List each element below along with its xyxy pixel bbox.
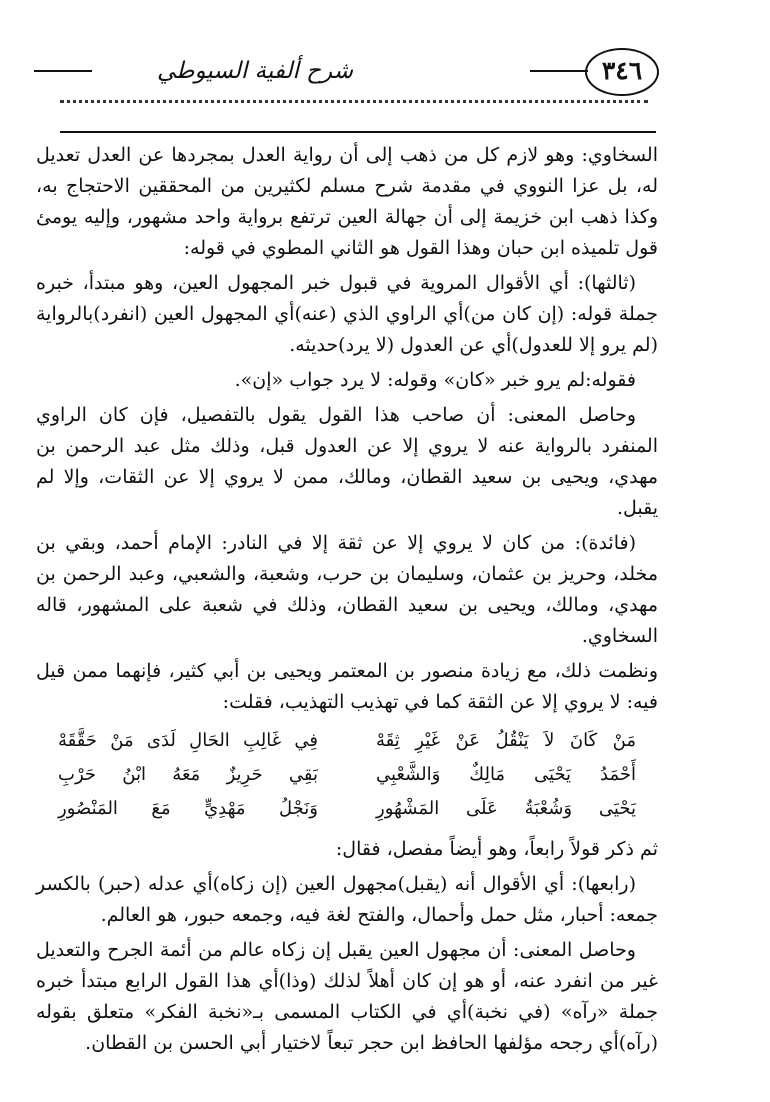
paragraph: ونظمت ذلك، مع زيادة منصور بن المعتمر ويحيى بن أبي كثير، فإنهما ممن قيل فيه: لا يروي إلا عن الثقة كما في تهذيب التهذيب، فقلت:	[36, 660, 658, 713]
paragraph: وحاصل المعنى: أن مجهول العين يقبل إن زكاه عالم من أئمة الجرح والتعديل غير من انفرد عنه، أو هو إن كان أهلاً لذلك (وذا)أي هذا القول الرابع مبتدأ خبره جملة «رآه» (في نخبة)أي في الكتاب المسمى بـ«نخبة الفكر» متعلق بقوله (رآه)أي رجحه مؤلفها الحافظ ابن حجر تبعاً لاختيار أبي الحسن بن القطان.	[36, 939, 658, 1054]
paragraph: (فائدة): من كان لا يروي إلا عن ثقة إلا في النادر: الإمام أحمد، وبقي بن مخلد، وحريز بن عثمان، وسليمان بن حرب، وشعبة، والشعبي، وعبد الرحمن بن مهدي، ومالك، ويحيى بن سعيد القطان، وذلك في شعبة على المشهور، قاله السخاوي.	[36, 532, 658, 647]
running-title: شرح ألفية السيوطي	[157, 58, 353, 84]
page-number: ٣٤٦	[585, 48, 659, 96]
solid-separator	[60, 131, 656, 133]
poem-verse	[58, 758, 636, 792]
verse-second-half: فِي غَالِبِ الحَالِ لَدَى مَنْ حَقَّقَهْ	[58, 730, 318, 751]
header-rule-right	[530, 70, 588, 72]
verse-first-half: أَحْمَدُ يَحْيَى مَالِكٌ وَالشَّعْبِي	[376, 764, 636, 785]
verse-second-half: وَنَجْلُ مَهْدِيٍّ مَعَ المَنْصُورِ	[58, 798, 318, 819]
page-header	[0, 0, 770, 140]
paragraph: فقوله:لم يرو خبر «كان» وقوله: لا يرد جواب «إن».	[234, 369, 636, 391]
header-rule-left	[34, 70, 92, 72]
paragraph: (رابعها): أي الأقوال أنه (يقبل)مجهول العين (إن زكاه)أي عدله (حبر) بالكسر جمعه: أحبار، مثل حمل وأحمال، والفتح لغة فيه، وجمعه حبور، هو العالم.	[36, 873, 658, 926]
dotted-separator	[60, 100, 648, 103]
poem-verse	[58, 724, 636, 758]
page-body	[36, 140, 658, 1063]
paragraph: وحاصل المعنى: أن صاحب هذا القول يقول بالتفصيل، فإن كان الراوي المنفرد بالرواية عنه لا يروي إلا عن العدول قبل، وذلك مثل عبد الرحمن بن مهدي، ويحيى بن سعيد القطان، ومالك، ممن لا يروي إلا عن الثقات، وإلا لم يقبل.	[36, 404, 658, 519]
verse-second-half: بَقِي حَرِيزٌ مَعَهُ ابْنُ حَرْبِ	[58, 764, 318, 785]
paragraph: السخاوي: وهو لازم كل من ذهب إلى أن رواية العدل بمجردها عن العدل تعديل له، بل عزا النووي في مقدمة شرح مسلم لكثيرين من المحققين الاحتجاج به، وكذا ذهب ابن خزيمة إلى أن جهالة العين ترتفع برواية واحد مشهور، وإليه يومئ قول تلميذه ابن حبان وهذا القول هو الثاني المطوي في قوله:	[36, 144, 658, 259]
verse-first-half: مَنْ كَانَ لاَ يَنْقُلُ عَنْ غَيْرِ ثِقَهْ	[376, 730, 636, 751]
verse-first-half: يَحْيَى وَشُعْبَةُ عَلَى المَشْهُورِ	[376, 798, 636, 819]
paragraph: ثم ذكر قولاً رابعاً، وهو أيضاً مفصل، فقال:	[335, 838, 658, 860]
poem	[36, 724, 658, 826]
paragraph: (ثالثها): أي الأقوال المروية في قبول خبر المجهول العين، وهو مبتدأ، خبره جملة قوله: (إن كان من)أي الراوي الذي (عنه)أي المجهول العين (انفرد)بالرواية (لم يرو إلا للعدول)أي عن العدول (لا يرد)حديثه.	[36, 272, 658, 356]
poem-verse	[58, 792, 636, 826]
